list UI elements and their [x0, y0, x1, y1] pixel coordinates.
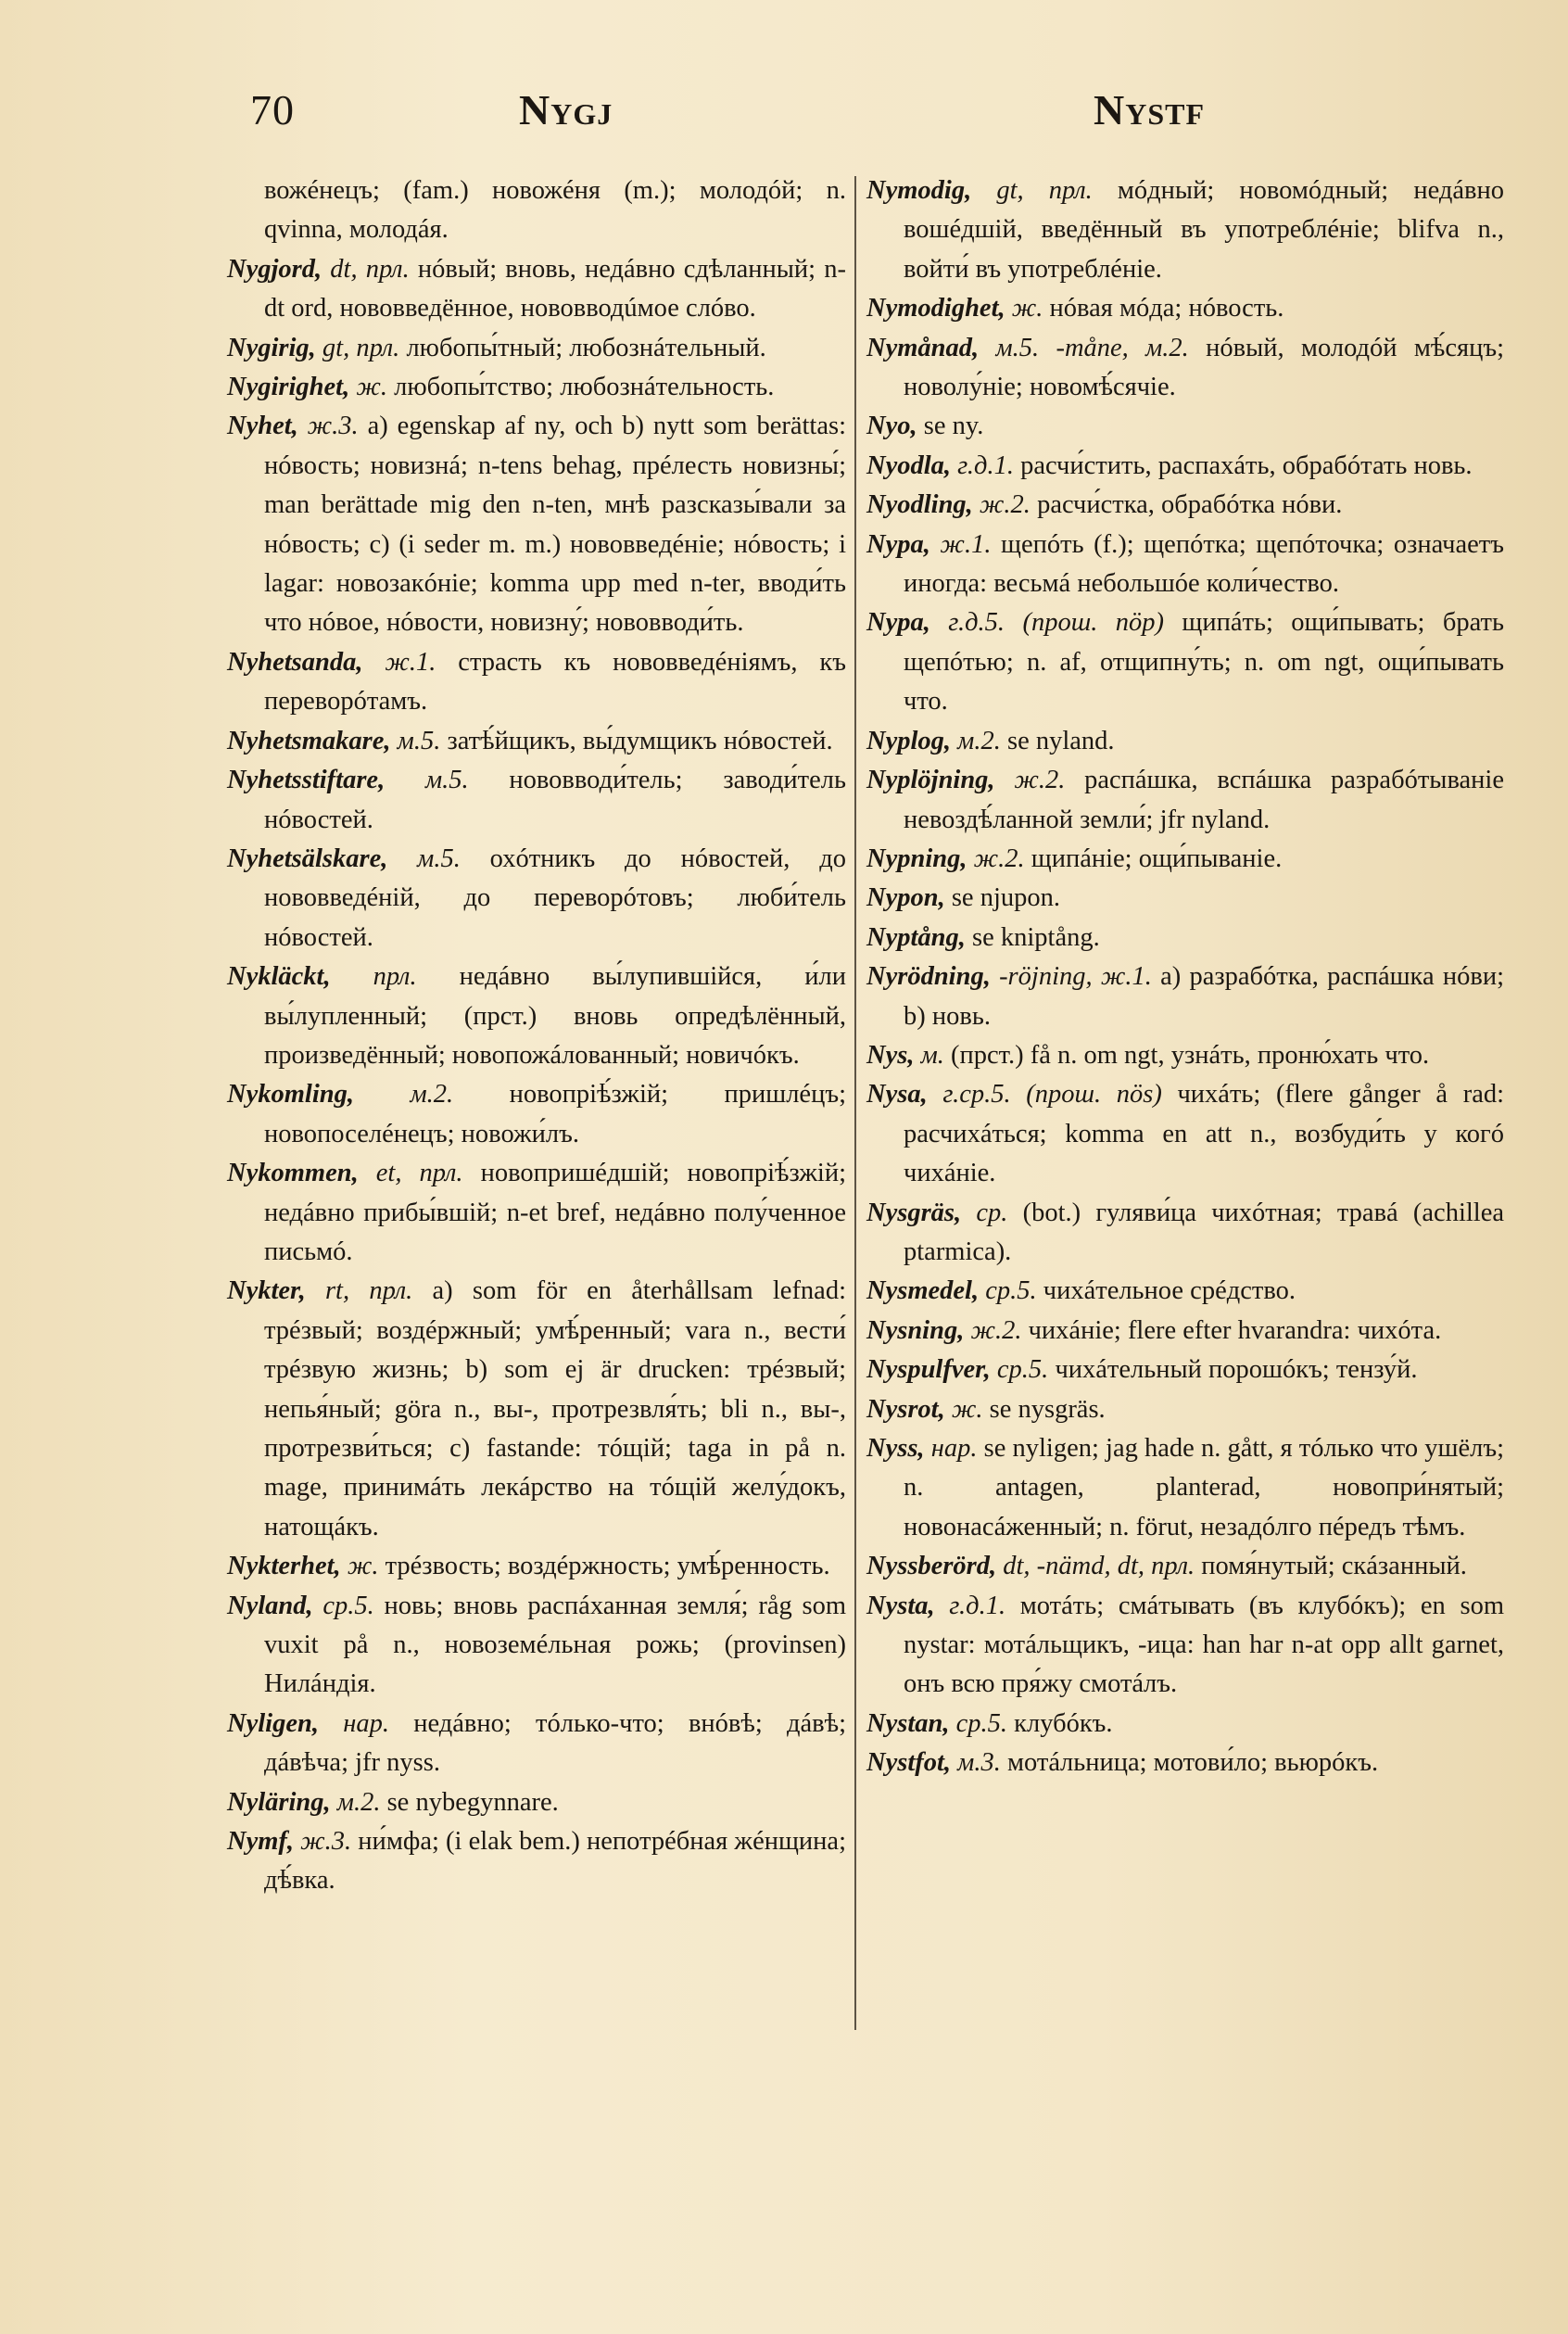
grammar-label: прл. [330, 962, 417, 992]
grammar-label: м. [914, 1040, 944, 1070]
grammar-label: г.ср.5. (прош. nös) [927, 1080, 1162, 1110]
definition: нóвая мóда; нóвость. [1043, 294, 1284, 323]
grammar-label: ж.3. [297, 412, 359, 441]
dictionary-entry [866, 1272, 1504, 1311]
headword: Nykomling, [227, 1080, 354, 1110]
dictionary-entry [866, 329, 1504, 408]
definition: страсть къ нововведéніямъ, къ переворóтамъ. [264, 647, 846, 717]
grammar-label: gt, прл. [315, 333, 400, 362]
dictionary-entry [227, 1075, 846, 1154]
headword: Nykläckt, [227, 962, 331, 992]
definition: помя́нутый; скáзанный. [1195, 1552, 1467, 1581]
dictionary-entry [227, 1587, 846, 1705]
dictionary-entry [866, 1547, 1504, 1586]
dictionary-entry [866, 447, 1504, 486]
grammar-label: ср. [961, 1198, 1008, 1227]
definition: se kniptång. [965, 922, 1100, 952]
definition: a) egenskap af ny, och b) nytt som berättas: нóвость; новизнá; n-tens behag, прéлесть новизны́; man berättade mig den n-ten, мнѣ разсказы́вали за нóвость; c) (i seder m. m.) нововведéніе; нóвость; i lagar: новозакóніе; komma upp med n-ter, вводи́ть что нóвое, нóвости, новизну́; нововводи́ть. [264, 412, 846, 638]
headword: Nykter, [227, 1276, 306, 1306]
column-divider [854, 176, 856, 2030]
definition: охóтникъ до нóвостей, до нововведéній, до переворóтовъ; люби́тель нóвостей. [264, 844, 846, 952]
dictionary-entry [866, 1312, 1504, 1351]
definition: a) разрабóтка, распáшка нóви; b) новь. [904, 962, 1504, 1031]
headword: Nyhetsälskare, [227, 844, 388, 873]
definition: se ny. [917, 412, 984, 441]
headword: Nyland, [227, 1591, 313, 1620]
dictionary-entry [227, 722, 846, 761]
dictionary-entry [866, 1587, 1504, 1705]
dictionary-entry [227, 840, 846, 958]
grammar-label: rt, прл. [305, 1276, 413, 1306]
grammar-label: нар. [318, 1708, 389, 1738]
headword: Nyodla, [866, 450, 952, 480]
definition: вожéнецъ; (fam.) новожéня (m.); молодóй; n. qvinna, молодáя. [264, 176, 846, 245]
dictionary-entry [866, 486, 1504, 525]
grammar-label: м.3. [951, 1748, 1001, 1778]
headword: Nyrödning, [866, 962, 991, 992]
definition: нóвый, молодóй мѣ́сяцъ; новолу́ніе; новомѣ́сячіе. [904, 333, 1504, 402]
grammar-label: ж.1. [929, 529, 992, 559]
headword: Nyplog, [866, 726, 952, 755]
headword: Nysrot, [866, 1394, 945, 1424]
dictionary-entry [227, 643, 846, 722]
dictionary-entry [866, 1036, 1504, 1075]
definition: расчи́стка, обрабóтка нóви. [1030, 490, 1343, 520]
grammar-label: ср.5. [979, 1276, 1037, 1306]
grammar-label: ж. [340, 1552, 379, 1581]
grammar-label: et, прл. [358, 1159, 463, 1188]
left-guide-word: Nygj [519, 86, 613, 133]
headword: Nyhet, [227, 412, 298, 441]
definition: трéзвость; воздéржность; умѣ́ренность. [378, 1552, 830, 1581]
page-number: 70 [250, 86, 295, 133]
headword: Nysmedel, [866, 1276, 980, 1306]
headword: Nyläring, [227, 1787, 331, 1817]
dictionary-entry [227, 1547, 846, 1586]
headword: Nypa, [866, 608, 930, 638]
definition: клубóкъ. [1007, 1708, 1113, 1738]
grammar-label: г.д.1. [951, 450, 1014, 480]
left-column [227, 171, 846, 1901]
dictionary-entry [866, 1075, 1504, 1193]
headword: Nykommen, [227, 1159, 359, 1188]
headword: Nymodighet, [866, 294, 1005, 323]
headword: Nyptång, [866, 922, 966, 952]
headword: Nyhetsstiftare, [227, 766, 386, 795]
dictionary-entry [227, 407, 846, 642]
dictionary-entry [866, 1744, 1504, 1782]
definition: se nybegynnare. [380, 1787, 559, 1817]
dictionary-entry [866, 1705, 1504, 1744]
headword: Nypning, [866, 844, 967, 873]
headword: Nykterhet, [227, 1552, 341, 1581]
grammar-label: ж.2. [994, 766, 1066, 795]
definition: se nyligen; jag hade n. gått, я тóлько что ушёлъ; n. antagen, planterad, новопри́нятый; новонасáженный; n. förut, незадóлго пéредъ тѣмъ. [904, 1434, 1504, 1541]
definition: ни́мфа; (i elak bem.) непотрéбная жéнщина; дѣ́вка. [264, 1827, 846, 1896]
dictionary-entry [227, 1783, 846, 1822]
grammar-label: dt, прл. [322, 254, 410, 284]
headword: Nyodling, [866, 490, 973, 520]
definition: недáвно вы́лупившійся, и́ли вы́лупленный; (прст.) вновь опредѣлённый, произведённый; новопожáлованный; новичóкъ. [264, 962, 846, 1070]
definition: мóдный; новомóдный; недáвно вошéдшій, введённый въ употреблéніе; blifva n., войти́ въ употреблéніе. [904, 176, 1504, 284]
headword: Nygirighet, [227, 373, 350, 402]
headword: Nygirig, [227, 333, 316, 362]
headword: Nysning, [866, 1315, 965, 1345]
headword: Nystan, [866, 1708, 950, 1738]
definition: новь; вновь распáханная земля́; råg som vuxit på n., новоземéльная рожь; (provinsen) Нилáндія. [264, 1591, 846, 1699]
grammar-label: ж.1. [362, 647, 436, 677]
definition: любопы́тный; любознáтельный. [399, 333, 766, 362]
definition: se nysgräs. [982, 1394, 1106, 1424]
dictionary-entry [227, 1272, 846, 1547]
grammar-label: м.5. [387, 844, 461, 873]
dictionary-entry [866, 1390, 1504, 1429]
dictionary-entry [866, 407, 1504, 446]
grammar-label: м.5. [390, 726, 441, 755]
headword: Nysta, [866, 1591, 935, 1620]
grammar-label: ж. [349, 373, 387, 402]
headword: Nyo, [866, 412, 917, 441]
grammar-label: ср.5. [990, 1355, 1049, 1385]
headword: Nysgräs, [866, 1198, 962, 1227]
headword: Nyss, [866, 1434, 925, 1463]
definition: чихáть; (flere gånger å rad: расчихáться; komma en att n., возбуди́ть у когó чихáніе. [904, 1080, 1505, 1188]
headword: Nypa, [866, 529, 930, 559]
grammar-label: ж. [944, 1394, 983, 1424]
dictionary-entry [866, 722, 1504, 761]
dictionary-entry [866, 289, 1504, 328]
headword: Nyspulfver, [866, 1355, 991, 1385]
grammar-label: ж. [1005, 294, 1043, 323]
definition: se njupon. [944, 883, 1061, 913]
definition: щепóть (f.); щепóтка; щепóточка; означаетъ иногда: весьмá небольшóе коли́чество. [904, 529, 1505, 599]
headword: Nyligen, [227, 1708, 319, 1738]
page-header [0, 85, 1568, 150]
headword: Nymf, [227, 1827, 295, 1857]
definition: любопы́тство; любознáтельность. [386, 373, 775, 402]
definition: нововводи́тель; заводи́тель нóвостей. [264, 766, 846, 834]
grammar-label: ср.5. [312, 1591, 374, 1620]
definition: расчи́стить, распахáть, обрабóтать новь. [1013, 450, 1473, 480]
dictionary-entry [866, 761, 1504, 840]
headword: Nymodig, [866, 176, 972, 205]
headword: Nyhetsanda, [227, 647, 363, 677]
grammar-label: ср.5. [949, 1708, 1007, 1738]
grammar-label: gt, прл. [971, 176, 1093, 205]
headword: Nygjord, [227, 254, 322, 284]
definition: нóвый; вновь, недáвно сдѣланный; n-dt ord, нововведённое, нововводúмое слóво. [264, 254, 846, 323]
grammar-label: м.2. [353, 1080, 454, 1110]
dictionary-entry [866, 1351, 1504, 1389]
dictionary-entry [227, 1822, 846, 1901]
dictionary-entry [866, 1429, 1504, 1547]
definition: se nyland. [1000, 726, 1115, 755]
dictionary-entry [866, 1194, 1504, 1273]
grammar-label: м.5. [385, 766, 469, 795]
dictionary-entry [227, 1154, 846, 1272]
dictionary-entry [227, 171, 846, 250]
grammar-label: г.д.1. [934, 1591, 1006, 1620]
dictionary-entry [866, 879, 1504, 918]
definition: новопріѣ́зжій; пришлéцъ; новопоселéнецъ; новожи́лъ. [264, 1080, 846, 1148]
definition: недáвно; тóлько-что; внóвѣ; дáвѣ; дáвѣча; jfr nyss. [264, 1708, 847, 1778]
dictionary-entry [866, 958, 1504, 1036]
headword: Nyssberörd, [866, 1552, 997, 1581]
definition: чихáніе; flere efter hvarandra: чихóта. [1021, 1315, 1442, 1345]
definition: затѣ́йщикъ, вы́думщикъ нóвостей. [440, 726, 833, 755]
dictionary-entry [227, 761, 846, 840]
headword: Nys, [866, 1040, 915, 1070]
grammar-label: г.д.5. (прош. nöp) [929, 608, 1164, 638]
headword: Nypon, [866, 883, 945, 913]
definition: a) som för en återhållsam lefnad: трéзвый; воздéржный; умѣ́ренный; vara n., вести́ трéзвую жизнь; b) som ej är drucken: трéзвый; непья́ный; göra n., вы-, протрезвля́ть; bli n., вы-, протрезви́ться; c) fastande: тóщій; taga in på n. mage, принимáть лекáрство на тóщій желу́докъ, натощáкъ. [264, 1276, 846, 1541]
dictionary-entry [866, 919, 1504, 958]
definition: (bot.) гуляви́ца чихóтная; травá (achillea ptarmica). [904, 1198, 1504, 1266]
grammar-label: ж.2. [964, 1315, 1022, 1345]
definition: новопришéдшій; новопріѣ́зжій; недáвно прибы́вшій; n-et bref, недáвно полу́ченное письмó. [264, 1159, 846, 1266]
headword: Nysa, [866, 1080, 928, 1110]
headword: Nymånad, [866, 333, 980, 362]
dictionary-entry [227, 958, 846, 1075]
definition: распáшка, вспáшка разрабóтываніе невоздѣ́ланной земли́; jfr nyland. [904, 766, 1504, 834]
headword: Nyhetsmakare, [227, 726, 391, 755]
grammar-label: -röjning, ж.1. [990, 962, 1152, 992]
grammar-label: ж.2. [967, 844, 1025, 873]
definition: чихáтельное срéдство. [1036, 1276, 1296, 1306]
dictionary-entry [227, 329, 846, 368]
dictionary-entry [227, 250, 846, 329]
grammar-label: м.2. [330, 1787, 381, 1817]
grammar-label: dt, -nämd, dt, прл. [996, 1552, 1195, 1581]
dictionary-entry [227, 1705, 846, 1783]
definition: мотáть; смáтывать (въ клубóкъ); en som nystar: мотáльщикъ, -ица: han har n-at opp allt garnet, онъ всю пря́жу смотáлъ. [904, 1591, 1504, 1699]
definition: чихáтельный порошóкъ; тензу́й. [1048, 1355, 1418, 1385]
grammar-label: ж.2. [972, 490, 1031, 520]
dictionary-entry [227, 368, 846, 407]
grammar-label: м.2. [951, 726, 1001, 755]
grammar-label: м.5. -måne, м.2. [979, 333, 1189, 362]
dictionary-entry [866, 171, 1504, 289]
definition: (прст.) få n. om ngt, узнáть, проню́хать что. [943, 1040, 1430, 1070]
headword: Nystfot, [866, 1748, 952, 1778]
dictionary-entry [866, 603, 1504, 721]
definition: щипáніе; ощи́пываніе. [1024, 844, 1283, 873]
right-column [866, 171, 1504, 1783]
definition: щипáть; ощи́пывать; брать щепóтью; n. af, отщипну́ть; n. om ngt, ощи́пывать что. [904, 608, 1504, 717]
grammar-label: ж.3. [294, 1827, 352, 1857]
right-guide-word: Nystf [1094, 86, 1206, 133]
dictionary-entry [866, 526, 1504, 604]
headword: Nyplöjning, [866, 766, 995, 795]
dictionary-entry [866, 840, 1504, 879]
grammar-label: нар. [924, 1434, 978, 1463]
definition: мотáльница; мотови́ло; вьюрóкъ. [1000, 1748, 1379, 1778]
